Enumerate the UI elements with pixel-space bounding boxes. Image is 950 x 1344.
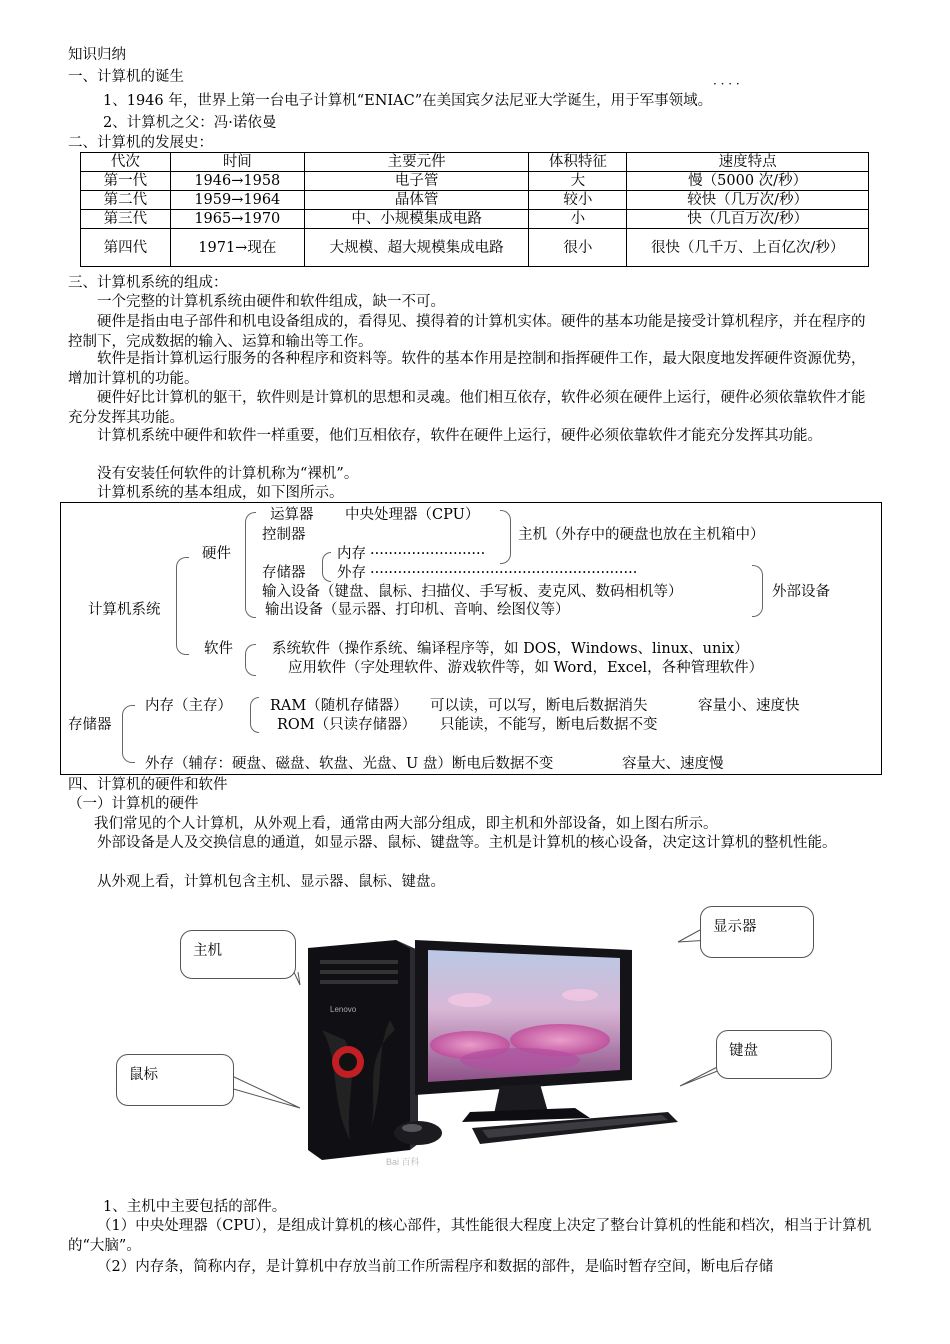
brand-logo: Lenovo [330, 1005, 357, 1014]
table-header-cell: 代次 [81, 153, 171, 172]
paragraph: 没有安装任何软件的计算机称为“裸机”。 [97, 466, 359, 482]
table-row [81, 229, 869, 267]
diagram-controller: 控制器 [262, 527, 306, 543]
callout-host-label: 主机 [193, 943, 222, 959]
table-header-cell: 体积特征 [529, 153, 627, 172]
section-heading-composition: 三、计算机系统的组成： [68, 275, 228, 291]
paragraph: 我们常见的个人计算机，从外观上看，通常由两大部分组成，即主机和外部设备，如上图右所示。 [94, 816, 718, 832]
table-row [81, 210, 869, 229]
table-cell: 1965→1970 [170, 210, 304, 229]
table-header-cell: 主要元件 [304, 153, 529, 172]
paragraph: 1、主机中主要包括的部件。 [103, 1199, 287, 1215]
section-heading-hw-sw: 四、计算机的硬件和软件 [68, 777, 228, 793]
callout-mouse [116, 1054, 234, 1106]
diagram-system-sw: 系统软件（操作系统、编译程序等，如 DOS，Windows、linux、unix） [272, 641, 749, 657]
watermark: Bai 百科 [386, 1157, 420, 1167]
paragraph: （2）内存条，简称内存，是计算机中存放当前工作所需程序和数据的部件，是临时暂存空间，断电后存储 [97, 1259, 774, 1275]
mouse-device [394, 1121, 442, 1145]
diagram-main-memory: 内存（主存） [145, 698, 232, 714]
diagram-ram-cap: 容量小、速度快 [698, 698, 800, 714]
diagram-aux-cap: 容量大、速度慢 [622, 756, 724, 772]
brace-peripheral [752, 565, 763, 617]
section-heading-history: 二、计算机的发展史： [68, 135, 213, 151]
table-cell: 大 [529, 172, 627, 191]
diagram-peripheral: 外部设备 [772, 584, 830, 600]
emphasis-dots: · · · · [713, 77, 740, 91]
diagram-external: 外存 [337, 565, 366, 581]
paragraph: 计算机系统中硬件和软件一样重要，他们互相依存，软件在硬件上运行，硬件必须依靠软件才能充分发挥其功能。 [97, 428, 822, 444]
dotted-leader: ························· [370, 546, 486, 562]
table-cell: 很小 [529, 229, 627, 267]
callout-host [180, 930, 296, 979]
table-row [81, 191, 869, 210]
table-cell: 第四代 [81, 229, 171, 267]
table-cell: 1971→现在 [170, 229, 304, 267]
monitor [415, 940, 632, 1122]
diagram-rom-desc: 只能读，不能写，断电后数据不变 [440, 717, 658, 733]
diagram-ram-desc: 可以读，可以写，断电后数据消失 [430, 698, 648, 714]
diagram-cpu: 中央处理器（CPU） [345, 507, 480, 523]
page-title: 知识归纳 [68, 47, 126, 63]
diagram-aux: 外存（辅存：硬盘、磁盘、软盘、光盘、U 盘）断电后数据不变 [145, 756, 554, 772]
table-cell: 小 [529, 210, 627, 229]
diagram-internal: 内存 [337, 546, 366, 562]
diagram-output: 输出设备（显示器、打印机、音响、绘图仪等） [265, 602, 570, 618]
table-row [81, 172, 869, 191]
father-of-computer-text: 2、计算机之父：冯·诺依曼 [103, 115, 277, 131]
callout-keyboard [716, 1030, 832, 1079]
paragraph: 计算机系统的基本组成，如下图所示。 [97, 485, 344, 501]
paragraph: 软件是指计算机运行服务的各种程序和资料等。软件的基本作用是控制和指挥硬件工作，最大限度地发挥硬件资源优势，增加计算机的功能。 [68, 351, 866, 387]
brace-software [245, 644, 256, 676]
table-cell: 慢（5000 次/秒） [627, 172, 869, 191]
diagram-root: 计算机系统 [88, 602, 161, 618]
brace-system [176, 557, 189, 655]
callout-mouse-label: 鼠标 [129, 1067, 158, 1083]
callout-monitor [700, 906, 814, 958]
diagram-memory-root: 存储器 [68, 717, 112, 733]
table-header-cell: 速度特点 [627, 153, 869, 172]
table-header-row [81, 153, 869, 172]
paragraph: （1）中央处理器（CPU），是组成计算机的核心部件，其性能很大程度上决定了整台计算机的性能和档次，相当于计算机的“大脑”。 [68, 1218, 872, 1254]
diagram-hardware: 硬件 [202, 546, 231, 562]
brace-storage [322, 552, 331, 582]
table-cell: 第三代 [81, 210, 171, 229]
paragraph: 硬件好比计算机的躯干，软件则是计算机的思想和灵魂。他们相互依存，软件必须在硬件上运行，硬件必须依靠软件才能充分发挥其功能。 [68, 390, 866, 426]
history-table [80, 152, 869, 267]
diagram-ram: RAM（随机存储器） [270, 698, 408, 714]
eniac-text: 1、1946 年，世界上第一台电子计算机“ENIAC”在美国宾夕法尼亚大学诞生，用于军事领域。 [103, 93, 713, 109]
diagram-input: 输入设备（键盘、鼠标、扫描仪、手写板、麦克风、数码相机等） [262, 584, 683, 600]
table-cell: 晶体管 [304, 191, 529, 210]
paragraph: 从外观上看，计算机包含主机、显示器、鼠标、键盘。 [97, 874, 445, 890]
table-cell: 第一代 [81, 172, 171, 191]
dotted-leader: ·························································· [370, 565, 638, 581]
table-cell: 快（几百万次/秒） [627, 210, 869, 229]
paragraph: 外部设备是人及交换信息的通道，如显示器、鼠标、键盘等。主机是计算机的核心设备，决定这计算机的整机性能。 [97, 835, 837, 851]
diagram-storage: 存储器 [262, 565, 306, 581]
table-header-cell: 时间 [170, 153, 304, 172]
table-cell: 1959→1964 [170, 191, 304, 210]
subsection-heading-hardware: （一）计算机的硬件 [68, 796, 199, 812]
brace-main-memory [250, 697, 259, 733]
diagram-alu: 运算器 [270, 507, 314, 523]
diagram-rom: ROM（只读存储器） [277, 717, 417, 733]
table-cell: 第二代 [81, 191, 171, 210]
diagram-software: 软件 [204, 641, 233, 657]
callout-keyboard-label: 键盘 [729, 1043, 758, 1059]
table-cell: 较小 [529, 191, 627, 210]
table-cell: 较快（几万次/秒） [627, 191, 869, 210]
brace-mainframe [500, 510, 511, 564]
section-heading-birth: 一、计算机的诞生 [68, 69, 184, 85]
table-cell: 中、小规模集成电路 [304, 210, 529, 229]
diagram-mainframe: 主机（外存中的硬盘也放在主机箱中） [518, 527, 765, 543]
callout-monitor-label: 显示器 [713, 919, 757, 935]
diagram-app-sw: 应用软件（字处理软件、游戏软件等，如 Word，Excel，各种管理软件） [288, 660, 764, 676]
brace-hardware [245, 512, 256, 618]
paragraph: 硬件是指由电子部件和机电设备组成的，看得见、摸得着的计算机实体。硬件的基本功能是接受计算机程序，并在程序的控制下，完成数据的输入、运算和输出等工作。 [68, 314, 866, 350]
table-cell: 电子管 [304, 172, 529, 191]
table-cell: 1946→1958 [170, 172, 304, 191]
brace-memory [122, 705, 135, 763]
table-cell: 很快（几千万、上百亿次/秒） [627, 229, 869, 267]
table-cell: 大规模、超大规模集成电路 [304, 229, 529, 267]
paragraph: 一个完整的计算机系统由硬件和软件组成，缺一不可。 [97, 294, 445, 310]
